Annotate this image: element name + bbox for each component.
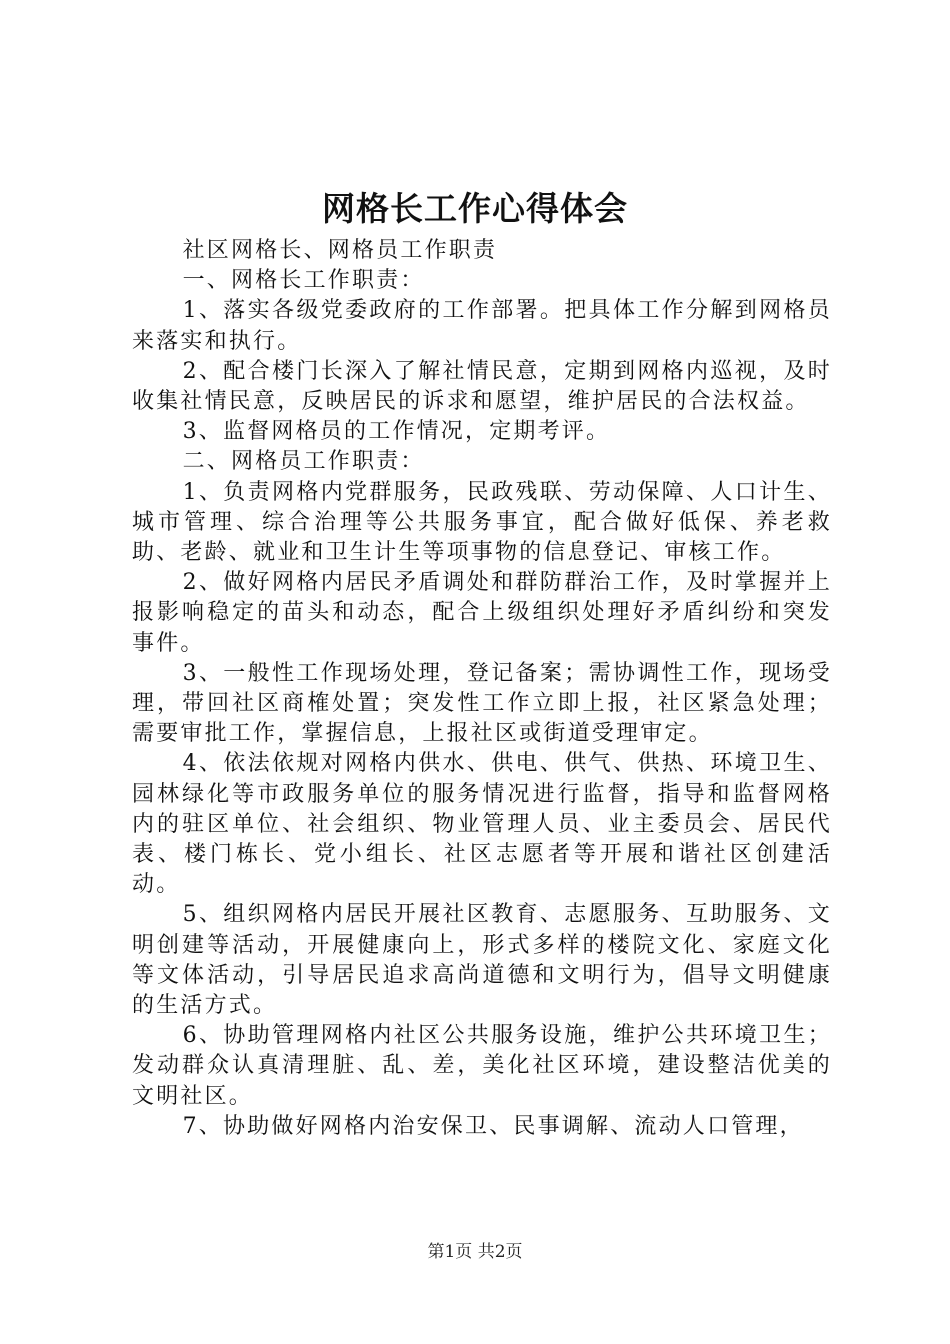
paragraph: 3、一般性工作现场处理，登记备案；需协调性工作，现场受理，带回社区商榷处置；突发性工作立即上报，社区紧急处理；需要审批工作，掌握信息，上报社区或街道受理审定。 [132,660,832,747]
paragraph: 社区网格长、网格员工作职责 [182,238,498,263]
document-body [132,236,832,1142]
page-number-footer: 第1页 共2页 [427,1242,523,1262]
paragraph: 3、监督网格员的工作情况，定期考评。 [182,419,611,445]
paragraph: 7、协助做好网格内治安保卫、民事调解、流动人口管理， [182,1113,804,1139]
paragraph: 一、网格长工作职责： [182,268,425,294]
paragraph: 1、负责网格内党群服务，民政残联、劳动保障、人口计生、城市管理、综合治理等公共服务事宜，配合做好低保、养老救助、老龄、就业和卫生计生等项事物的信息登记、审核工作。 [132,479,832,566]
document-title: 网格长工作心得体会 [322,189,628,228]
paragraph: 2、配合楼门长深入了解社情民意，定期到网格内巡视，及时收集社情民意，反映居民的诉求和愿望，维护居民的合法权益。 [132,358,832,415]
paragraph: 1、落实各级党委政府的工作部署。把具体工作分解到网格员来落实和执行。 [132,298,832,354]
paragraph: 5、组织网格内居民开展社区教育、志愿服务、互助服务、文明创建等活动，开展健康向上，形式多样的楼院文化、家庭文化等文体活动，引导居民追求高尚道德和文明行为，倡导文明健康的生活方式。 [132,902,832,1019]
paragraph: 2、做好网格内居民矛盾调处和群防群治工作，及时掌握并上报影响稳定的苗头和动态，配合上级组织处理好矛盾纠纷和突发事件。 [132,570,832,656]
paragraph: 二、网格员工作职责： [182,449,425,475]
paragraph: 4、依法依规对网格内供水、供电、供气、供热、环境卫生、园林绿化等市政服务单位的服务情况进行监督，指导和监督网格内的驻区单位、社会组织、物业管理人员、业主委员会、居民代表、楼门栋长、党小组长、社区志愿者等开展和谐社区创建活动。 [132,751,832,898]
paragraph: 6、协助管理网格内社区公共服务设施，维护公共环境卫生；发动群众认真清理脏、乱、差，美化社区环境，建设整洁优美的文明社区。 [132,1023,832,1109]
